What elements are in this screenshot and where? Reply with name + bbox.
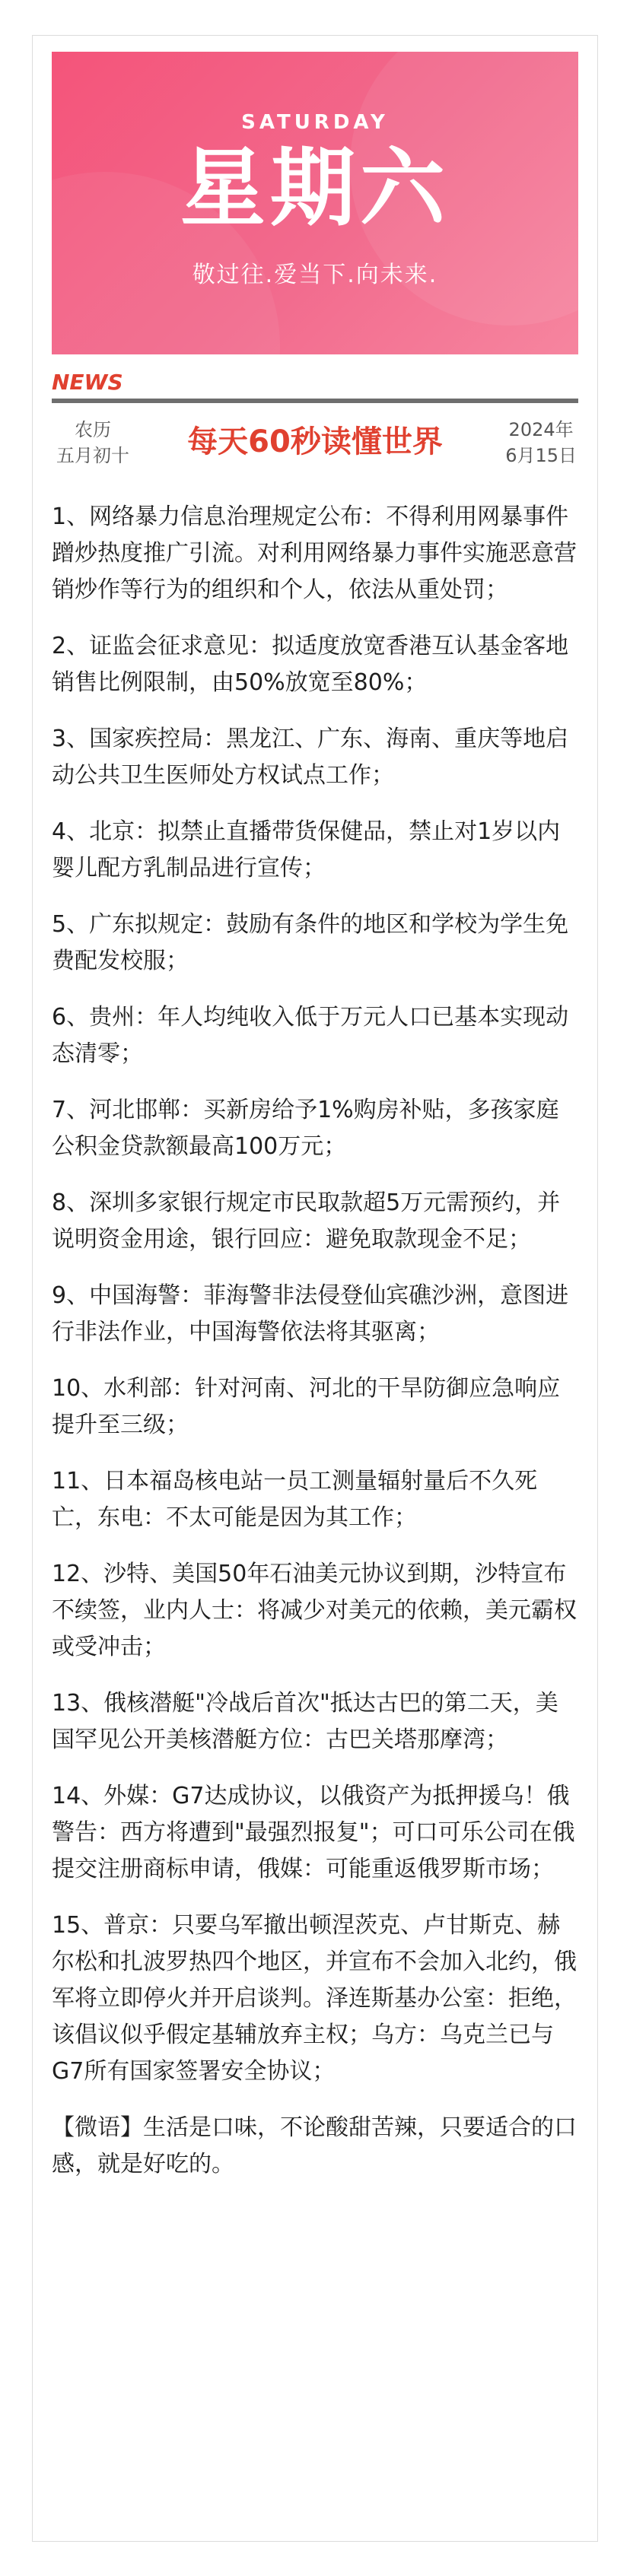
news-list [52, 499, 578, 2203]
lunar-date [56, 417, 129, 469]
banner-motto: 敬过往.爱当下.向未来. [192, 262, 438, 288]
news-item: 5、广东拟规定：鼓励有条件的地区和学校为学生免费配发校服； [52, 911, 569, 974]
news-item: 14、外媒：G7达成协议，以俄资产为抵押援乌！俄警告：西方将遭到"最强烈报复"；可口可乐公司在俄提交注册商标申请，俄媒：可能重返俄罗斯市场； [52, 1783, 575, 1882]
news-item: 10、水利部：针对河南、河北的干旱防御应急响应提升至三级； [52, 1375, 561, 1438]
header-divider [52, 399, 578, 403]
news-item: 1、网络暴力信息治理规定公布：不得利用网暴事件蹭炒热度推广引流。对利用网络暴力事件实施恶意营销炒作等行为的组织和个人，依法从重处罚； [52, 503, 577, 603]
gregorian-date-line1: 2024年 [508, 419, 574, 440]
news-item: 13、俄核潜艇"冷战后首次"抵达古巴的第二天，美国罕见公开美核潜艇方位：古巴关塔那摩湾； [52, 1690, 558, 1753]
news-item: 7、河北邯郸：买新房给予1%购房补贴，多孩家庭公积金贷款额最高100万元； [52, 1097, 559, 1160]
news-item: 8、深圳多家银行规定市民取款超5万元需预约，并说明资金用途，银行回应：避免取款现金不足； [52, 1190, 561, 1253]
news-item: 9、中国海警：菲海警非法侵登仙宾礁沙洲，意图进行非法作业，中国海警依法将其驱离； [52, 1282, 569, 1345]
lunar-date-line2: 五月初十 [56, 445, 129, 466]
news-label: NEWS [52, 370, 123, 395]
weekday-chinese: 星期六 [180, 139, 450, 238]
weekday-english: SATURDAY [241, 111, 389, 134]
page-title: 每天60秒读懂世界 [187, 424, 443, 459]
lunar-date-line1: 农历 [75, 419, 111, 440]
news-item: 12、沙特、美国50年石油美元协议到期，沙特宣布不续签，业内人士：将减少对美元的依赖，美元霸权或受冲击； [52, 1561, 577, 1660]
gregorian-date-line2: 6月15日 [505, 445, 577, 466]
gregorian-date [505, 417, 577, 469]
daily-quote: 【微语】生活是口味，不论酸甜苦辣，只要适合的口感，就是好吃的。 [52, 2114, 577, 2177]
news-item: 15、普京：只要乌军撤出顿涅茨克、卢甘斯克、赫尔松和扎波罗热四个地区，并宣布不会加入北约，俄军将立即停火并开启谈判。泽连斯基办公室：拒绝，该倡议似乎假定基辅放弃主权；乌方：乌克兰已与G7所有国家签署安全协议； [52, 1912, 577, 2085]
news-item: 2、证监会征求意见：拟适度放宽香港互认基金客地销售比例限制，由50%放宽至80%； [52, 633, 569, 696]
news-item: 4、北京：拟禁止直播带货保健品，禁止对1岁以内婴儿配方乳制品进行宣传； [52, 818, 561, 881]
news-item: 6、贵州：年人均纯收入低于万元人口已基本实现动态清零； [52, 1004, 569, 1067]
date-banner [52, 52, 578, 354]
news-item: 3、国家疾控局：黑龙江、广东、海南、重庆等地启动公共卫生医师处方权试点工作； [52, 726, 569, 789]
news-item: 11、日本福岛核电站一员工测量辐射量后不久死亡，东电：不太可能是因为其工作； [52, 1468, 538, 1531]
